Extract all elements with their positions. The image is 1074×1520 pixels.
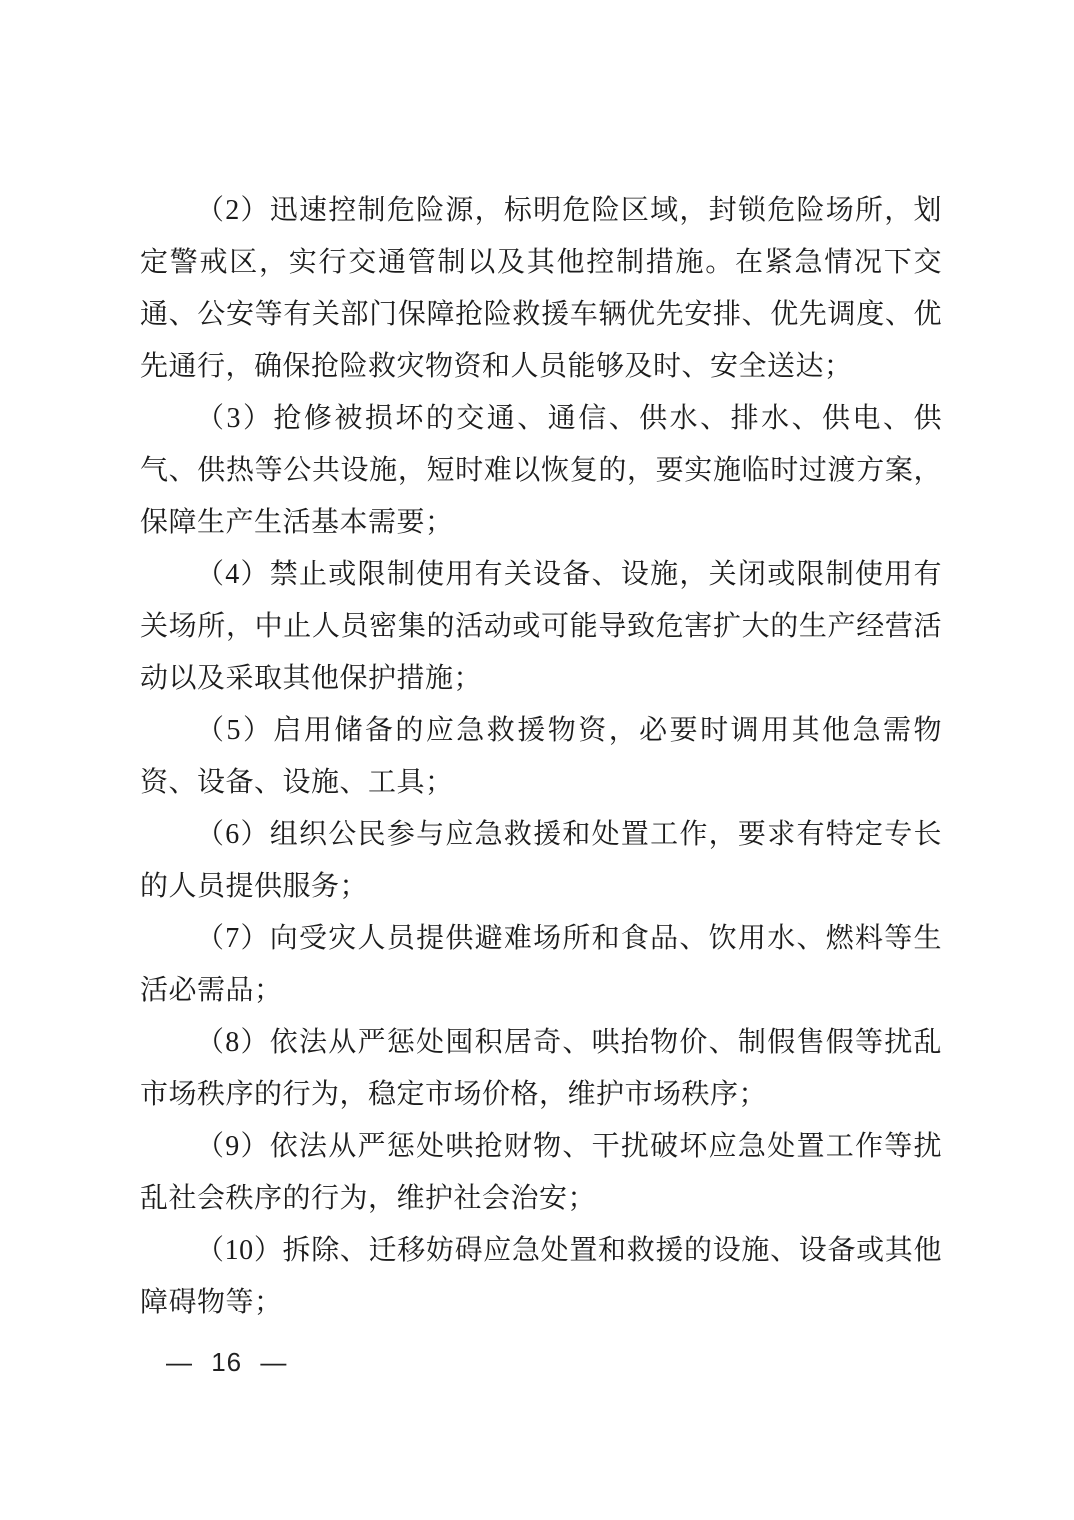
paragraph-item-10: （10）拆除、迁移妨碍应急处置和救援的设施、设备或其他障碍物等； [140,1235,942,1318]
paragraph-item-7: （7）向受灾人员提供避难场所和食品、饮用水、燃料等生活必需品； [140,923,942,1006]
paragraph-item-8: （8）依法从严惩处囤积居奇、哄抬物价、制假售假等扰乱市场秩序的行为，稳定市场价格，维护市场秩序； [140,1027,942,1110]
paragraph-item-6: （6）组织公民参与应急救援和处置工作，要求有特定专长的人员提供服务； [140,819,942,902]
paragraph-item-2: （2）迅速控制危险源，标明危险区域，封锁危险场所，划定警戒区，实行交通管制以及其他控制措施。在紧急情况下交通、公安等有关部门保障抢险救援车辆优先安排、优先调度、优先通行，确保抢险救灾物资和人员能够及时、安全送达； [140,195,942,382]
paragraph-item-5: （5）启用储备的应急救援物资，必要时调用其他急需物资、设备、设施、工具； [140,715,942,798]
page-number: — 16 — [166,1347,288,1377]
paragraph-item-9: （9）依法从严惩处哄抢财物、干扰破坏应急处置工作等扰乱社会秩序的行为，维护社会治安； [140,1131,942,1214]
paragraph-item-3: （3）抢修被损坏的交通、通信、供水、排水、供电、供气、供热等公共设施，短时难以恢复的，要实施临时过渡方案，保障生产生活基本需要； [140,403,942,538]
paragraph-item-4: （4）禁止或限制使用有关设备、设施，关闭或限制使用有关场所，中止人员密集的活动或可能导致危害扩大的生产经营活动以及采取其他保护措施； [140,559,942,694]
